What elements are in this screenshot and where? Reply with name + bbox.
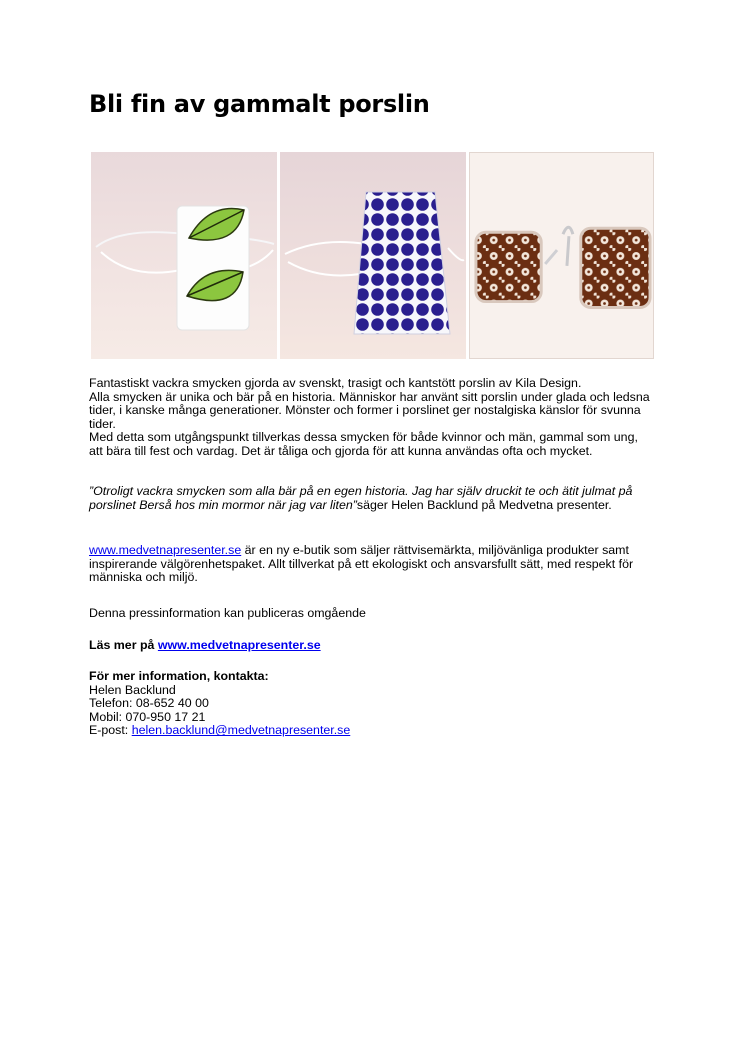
intro-paragraph (89, 377, 669, 459)
read-more-label: Läs mer på (89, 638, 158, 652)
product-photos (91, 152, 654, 359)
email-link[interactable]: helen.backlund@medvetnapresenter.se (131, 723, 351, 738)
intro-line: att bära till fest och vardag. Det är tåliga och gjorda för att kunna användas ofta och mycket. (89, 443, 593, 458)
notice-text: Denna pressinformation kan publiceras omgående (89, 606, 366, 620)
quote-attribution: säger Helen Backlund på Medvetna presenter. (356, 497, 612, 512)
contact-heading: För mer information, kontakta: (89, 669, 269, 683)
read-more-link[interactable]: www.medvetnapresenter.se (157, 638, 321, 652)
contact-mobile: Mobil: 070-950 17 21 (89, 709, 206, 724)
intro-line: Alla smycken är unika och bär på en historia. Människor har använt sitt porslin under glada och ledsna (89, 389, 650, 404)
contact-name: Helen Backlund (89, 682, 176, 697)
quote-paragraph (89, 485, 669, 512)
quote-line-italic: porslinet Berså hos min mormor när jag var liten” (89, 497, 357, 512)
website-link[interactable]: www.medvetnapresenter.se (89, 543, 242, 557)
about-text: är en ny e-butik som säljer rättvisemärkta, miljövänliga produkter samt (241, 543, 629, 557)
blue-dot-bracelet-photo (280, 152, 466, 359)
quote-line: ”Otroligt vackra smycken som alla bär på en egen historia. Jag har själv druckit te och ätit julmat på (89, 484, 633, 498)
read-more (89, 639, 669, 653)
intro-line: Fantastiskt vackra smycken gjorda av svenskt, trasigt och kantstött porslin av Kila Design. (89, 376, 582, 390)
contact-email-label: E-post: (89, 723, 132, 738)
about-line: människa och miljö. (89, 570, 198, 585)
contact-phone: Telefon: 08-652 40 00 (89, 696, 209, 711)
contact-block (89, 670, 669, 738)
intro-line: tider. (89, 416, 116, 431)
about-paragraph (89, 544, 669, 585)
about-line: inspirerande välgörenhetspaket. Allt tillverkat på ett ekologiskt och ansvarsfullt sätt, med respekt för (89, 556, 634, 571)
publication-notice (89, 607, 669, 621)
brown-flower-cufflinks-photo (469, 152, 654, 359)
leaf-pattern-bracelet-photo (91, 152, 277, 359)
page-title: Bli fin av gammalt porslin (89, 90, 430, 118)
intro-line: tider, i kanske många generationer. Mönster och former i porslinet ger nostalgiska känslor för svunna (89, 403, 641, 418)
intro-line: Med detta som utgångspunkt tillverkas dessa smycken för både kvinnor och män, gammal som ung, (89, 430, 638, 445)
